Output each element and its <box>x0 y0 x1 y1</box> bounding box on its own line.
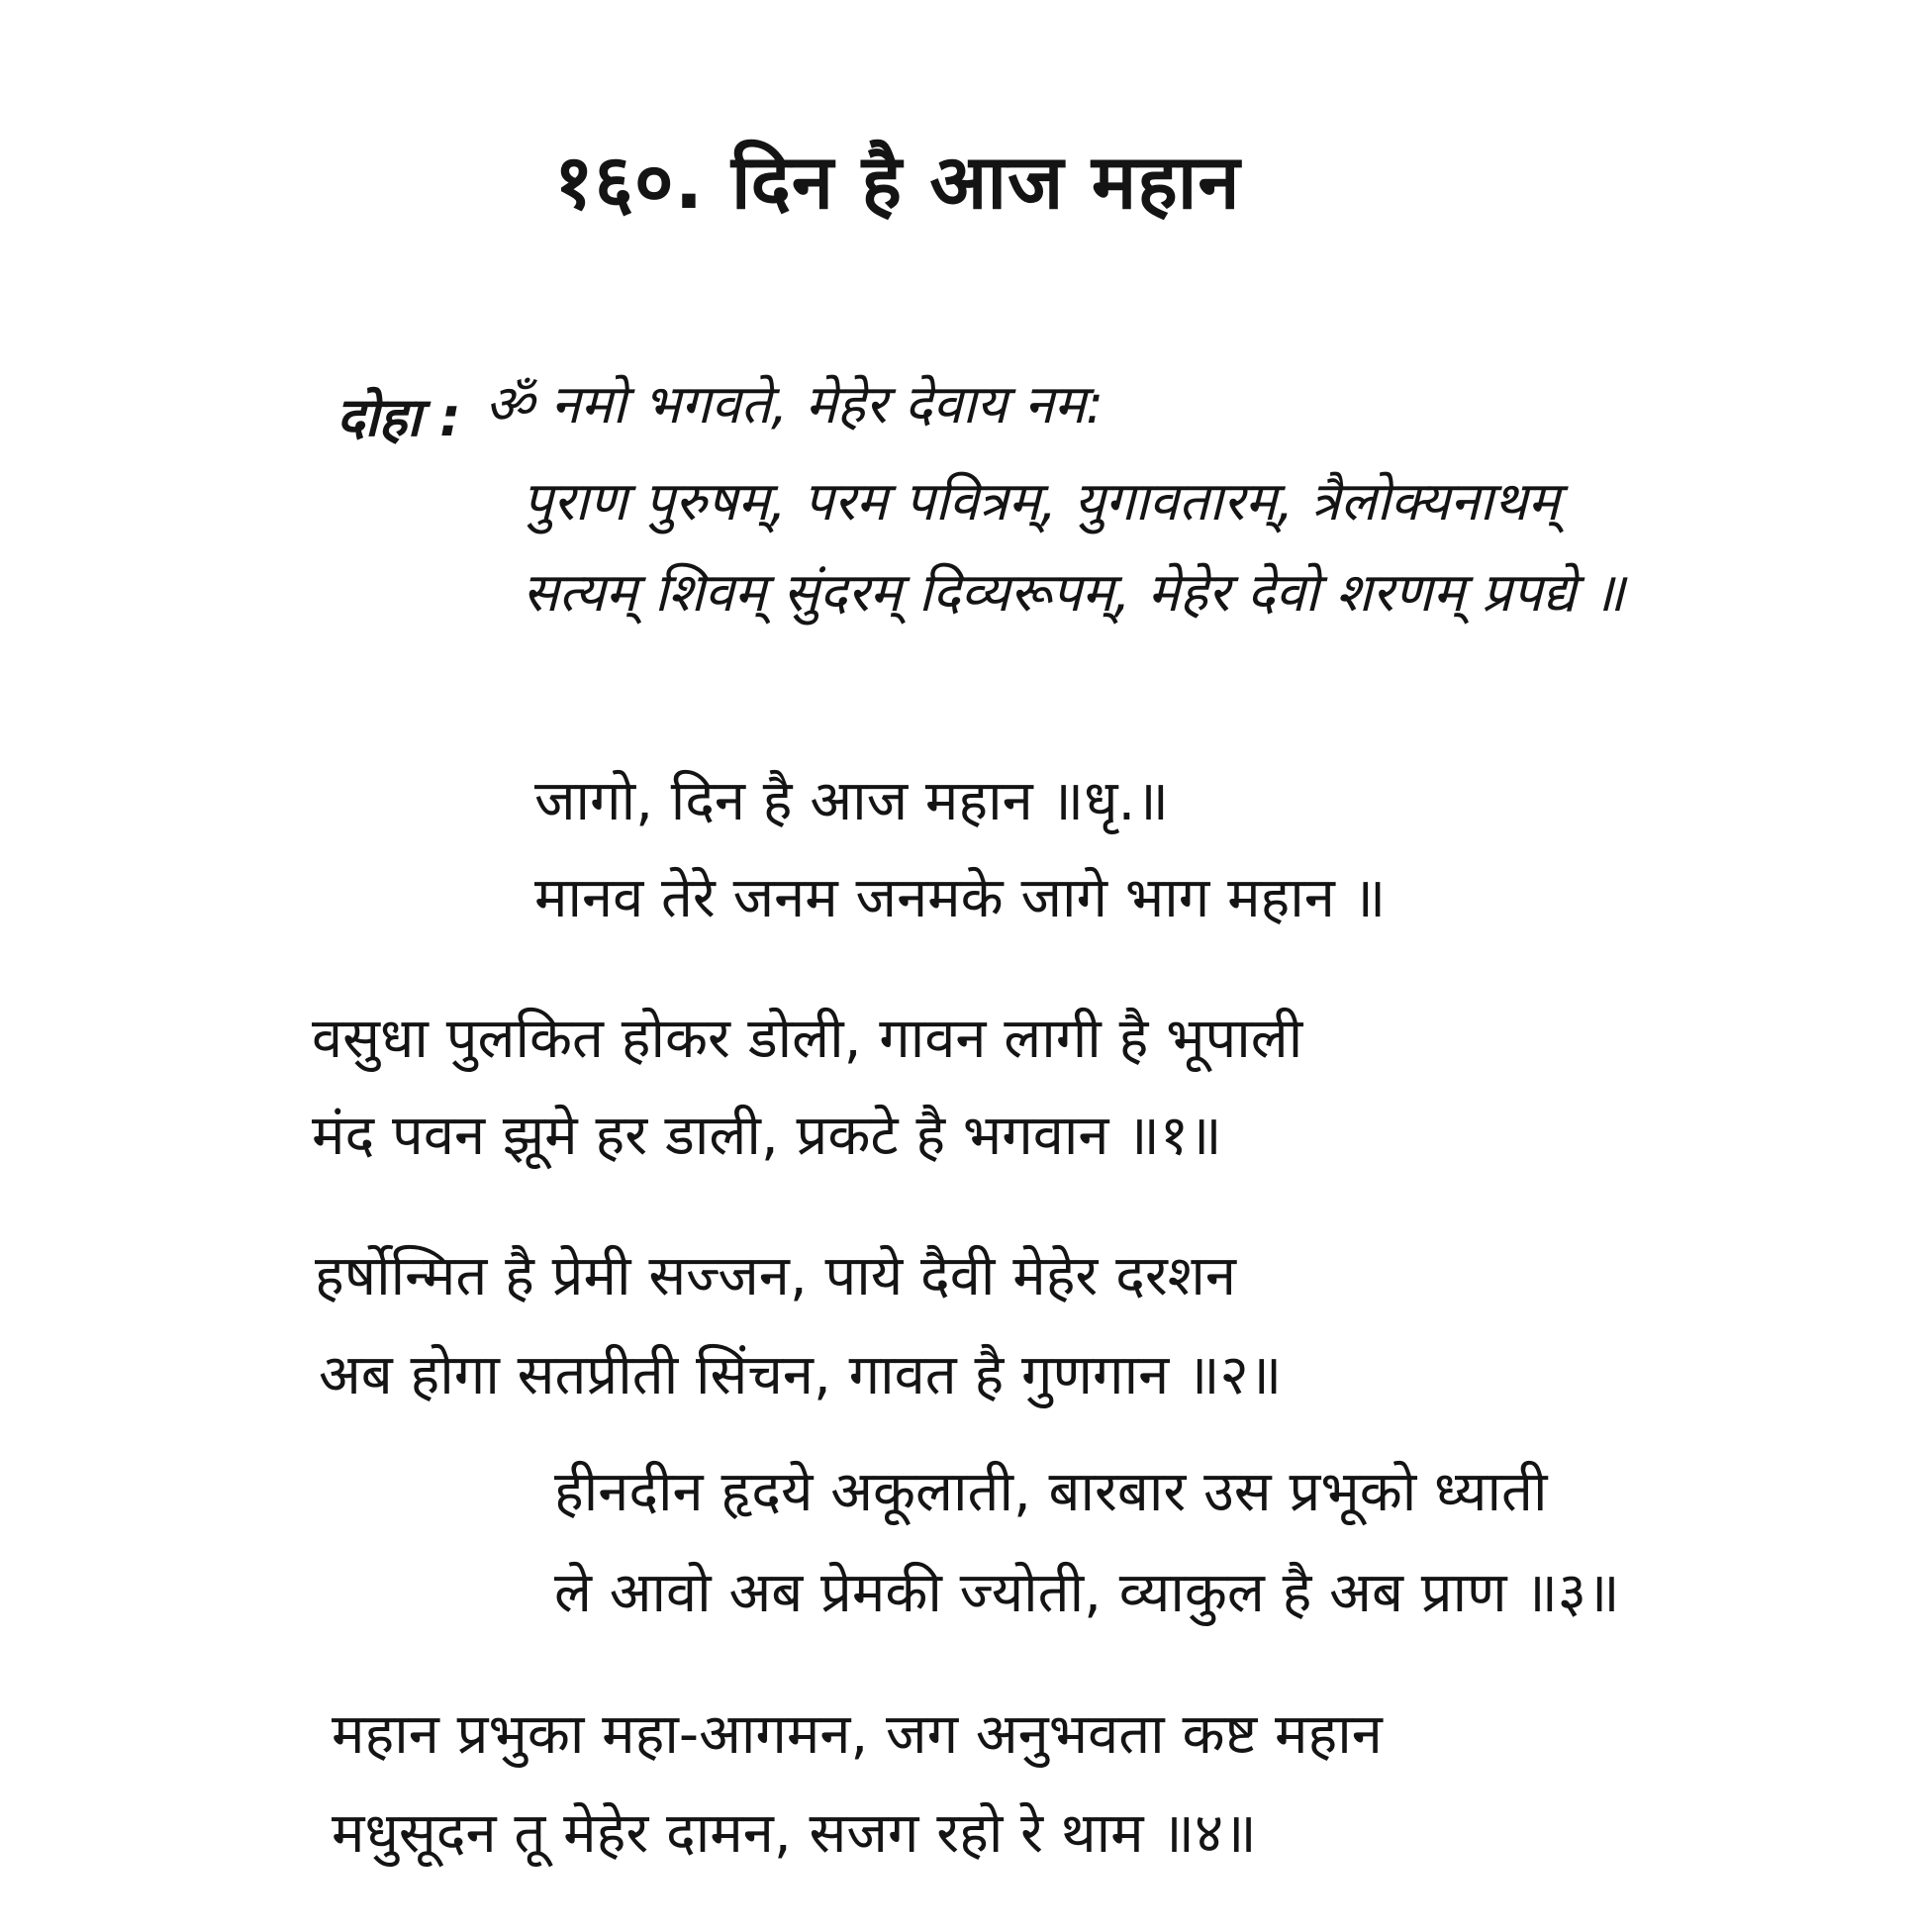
doha-line: पुराण पुरुषम्, परम पवित्रम्, युगावतारम्, त्रैलोक्यनाथम् <box>523 470 1560 532</box>
refrain-line: मानव तेरे जनम जनमके जागे भाग महान ॥ <box>534 866 1387 930</box>
refrain-line: जागो, दिन है आज महान ॥धृ.॥ <box>534 769 1169 833</box>
page-title: १६०. दिन है आज महान <box>554 138 1241 226</box>
doha-line: ॐ नमो भगवते, मेहेर देवाय नम: <box>485 373 1104 435</box>
stanza-line: महान प्रभुका महा-आगमन, जग अनुभवता कष्ट महान <box>332 1702 1383 1767</box>
stanza-line: अब होगा सतप्रीती सिंचन, गावत है गुणगान ॥२॥ <box>319 1343 1283 1407</box>
doha-line: सत्यम् शिवम् सुंदरम् दिव्यरूपम्, मेहेर देवो शरणम् प्रपद्ये ॥ <box>523 561 1625 624</box>
stanza-line: ले आवो अब प्रेमकी ज्योती, व्याकुल है अब प्राण ॥३॥ <box>554 1561 1620 1625</box>
doha-label: दोहा : <box>336 386 461 448</box>
stanza-line: मंद पवन झूमे हर डाली, प्रकटे है भगवान ॥१॥ <box>312 1104 1222 1168</box>
stanza-line: हर्षोन्मित है प्रेमी सज्जन, पाये दैवी मेहेर दरशन <box>315 1244 1236 1308</box>
stanza-line: मधुसूदन तू मेहेर दामन, सजग रहो रे थाम ॥४॥ <box>332 1801 1257 1866</box>
stanza-line: हीनदीन हृदये अकूलाती, बारबार उस प्रभूको ध्याती <box>554 1460 1548 1524</box>
stanza-line: वसुधा पुलकित होकर डोली, गावन लागी है भूपाली <box>312 1007 1303 1071</box>
